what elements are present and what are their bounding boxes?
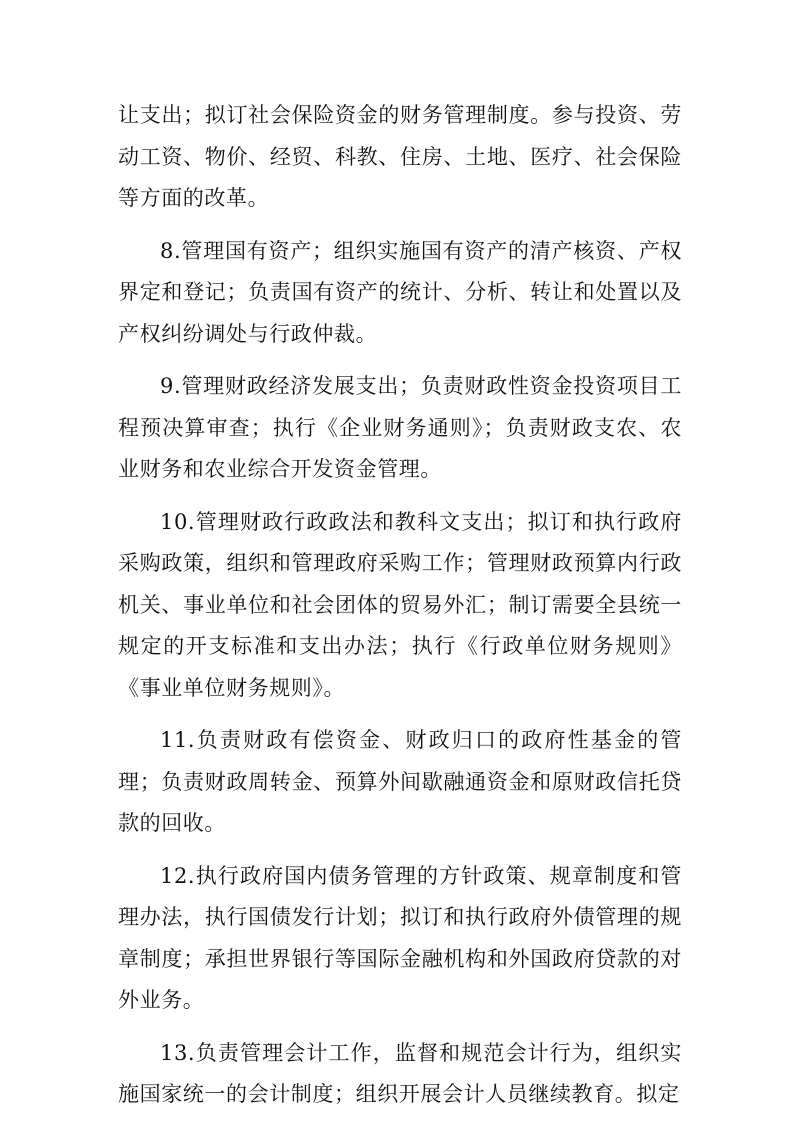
paragraph-item-8: 8.管理国有资产；组织实施国有资产的清产核资、产权界定和登记；负责国有资产的统计、分析、转让和处置以及产权纠纷调处与行政仲裁。: [118, 238, 682, 346]
paragraph-continuation: 让支出；拟订社会保险资金的财务管理制度。参与投资、劳动工资、物价、经贸、科教、住房、土地、医疗、社会保险等方面的改革。: [118, 103, 682, 210]
paragraph-item-10: 10.管理财政行政政法和教科文支出；拟订和执行政府采购政策，组织和管理政府采购工作；管理财政预算内行政机关、事业单位和社会团体的贸易外汇；制订需要全县统一规定的开支标准和支出办法；执行《行政单位财务规则》《事业单位财务规则》。: [118, 509, 682, 700]
paragraph-item-11: 11.负责财政有偿资金、财政归口的政府性基金的管理；负责财政周转金、预算外间歇融通资金和原财政信托贷款的回收。: [118, 728, 682, 835]
document-body: [118, 95, 682, 1127]
paragraph-item-13: 13.负责管理会计工作，监督和规范会计行为，组织实施国家统一的会计制度；组织开展会计人员继续教育。拟定: [118, 1040, 682, 1106]
paragraph-item-9: 9.管理财政经济发展支出；负责财政性资金投资项目工程预决算审查；执行《企业财务通则》；负责财政支农、农业财务和农业综合开发资金管理。: [118, 374, 682, 481]
paragraph-item-12: 12.执行政府国内债务管理的方针政策、规章制度和管理办法，执行国债发行计划；拟订和执行政府外债管理的规章制度；承担世界银行等国际金融机构和外国政府贷款的对外业务。: [118, 863, 682, 1012]
